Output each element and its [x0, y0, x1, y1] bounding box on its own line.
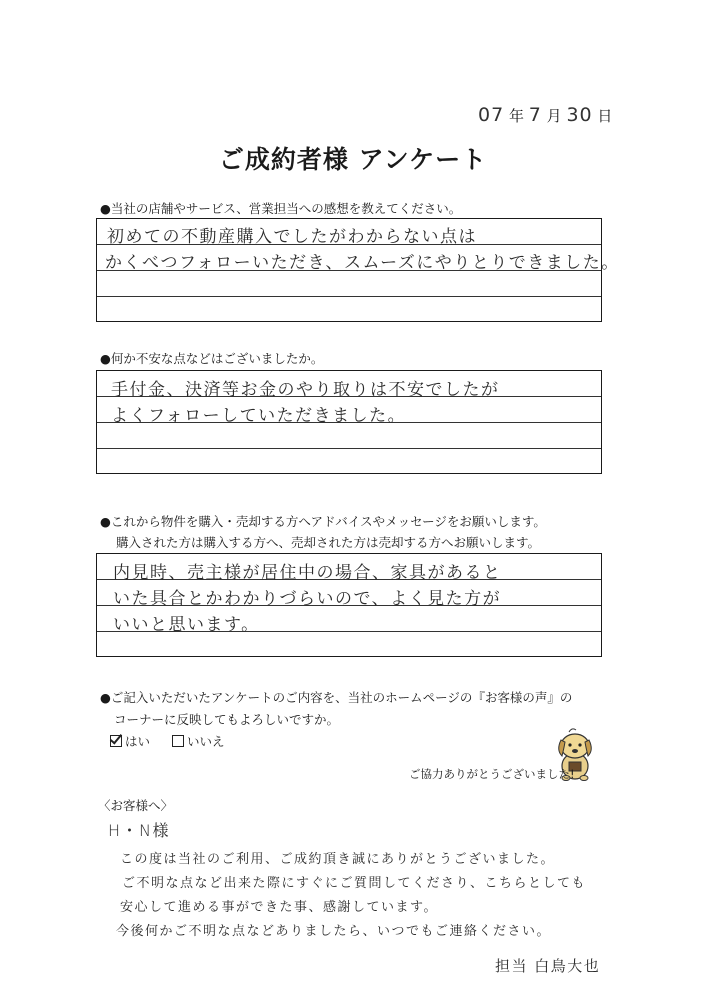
answer-1-line-2: かくべつフォローいただき、スムーズにやりとりできました。 [105, 253, 620, 273]
checkbox-icon[interactable] [172, 735, 184, 747]
answer-2-line-2: よくフォローしていただきました。 [111, 406, 407, 426]
answer-2-line-1: 手付金、決済等お金のやり取りは不安でしたが [111, 380, 500, 400]
answer-3-line-3: いいと思います。 [113, 615, 260, 635]
reply-heading: 〈お客様へ〉 [98, 798, 174, 813]
reply-line-2: ご不明な点など出来た際にすぐにご質問してくださり、こちらとしても [122, 876, 587, 891]
option-yes[interactable] [110, 734, 150, 749]
survey-date [478, 104, 612, 126]
option-yes-label: はい [125, 734, 151, 749]
date-month: 7 [528, 104, 542, 126]
page-title: ご成約者様 アンケート [218, 145, 488, 174]
question-4-label-line-1: ●ご記入いただいたアンケートのご内容を、当社のホームページの『お客様の声』の [100, 690, 573, 705]
answer-box-3 [96, 553, 602, 657]
consent-options [110, 732, 225, 750]
date-day: 30 [566, 104, 593, 126]
reply-greeting: H・N様 [108, 821, 171, 840]
checkbox-checked-icon[interactable] [110, 735, 122, 747]
answer-box-1 [96, 218, 620, 322]
reply-line-1: この度は当社のご利用、ご成約頂き誠にありがとうございました。 [120, 852, 556, 867]
question-1-label: ●当社の店舗やサービス、営業担当への感想を教えてください。 [100, 201, 462, 216]
reply-line-3: 安心して進める事ができた事、感謝しています。 [120, 900, 438, 915]
date-day-unit: 日 [597, 107, 613, 125]
thanks-message: ご協力ありがとうございました! [409, 767, 575, 781]
answer-3-line-2: いた具合とかわかりづらいので、よく見た方が [113, 589, 502, 609]
answer-box-2 [96, 370, 602, 474]
date-year-unit: 年 [508, 107, 524, 125]
date-year: 07 [478, 104, 505, 126]
reply-line-4: 今後何かご不明な点などありましたら、いつでもご連絡ください。 [116, 924, 552, 939]
question-3-label: ●これから物件を購入・売却する方へアドバイスやメッセージをお願いします。 [100, 514, 546, 529]
question-4-label-line-2: コーナーに反映してもよろしいですか。 [114, 712, 340, 727]
reply-signature: 担当 白鳥大也 [495, 957, 601, 975]
question-3-sublabel: 購入された方は購入する方へ、売却された方は売却する方へお願いします。 [116, 535, 541, 550]
date-month-unit: 月 [546, 107, 562, 125]
answer-3-line-1: 内見時、売主様が居住中の場合、家具があると [113, 563, 502, 583]
answer-1-line-1: 初めての不動産購入でしたがわからない点は [107, 227, 477, 247]
option-no-label: いいえ [187, 734, 225, 749]
option-no[interactable] [172, 734, 225, 749]
question-2-label: ●何か不安な点などはございましたか。 [100, 351, 324, 366]
